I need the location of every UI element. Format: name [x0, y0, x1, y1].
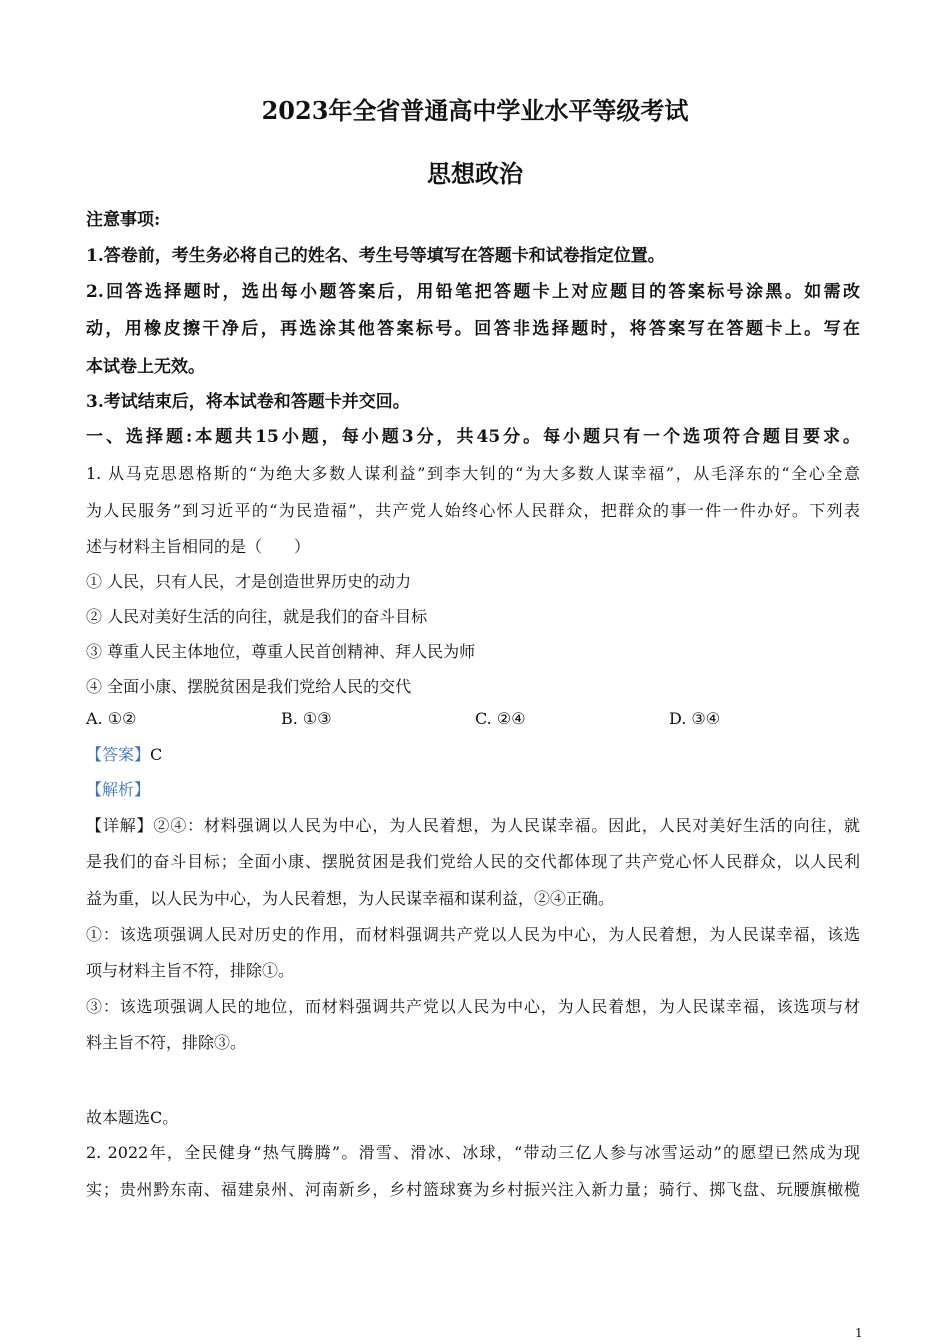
analysis-label: 【解析】	[86, 780, 151, 799]
q1-option-a: A. ①②	[86, 709, 137, 728]
detail-line: 益为重，以人民为中心，为人民着想，为人民谋幸福和谋利益，②④正确。	[86, 889, 615, 908]
detail-line: ①：该选项强调人民对历史的作用，而材料强调共产党以人民为中心，为人民着想，为人民谋幸福，该选	[86, 925, 860, 944]
detail-line: 【详解】②④：材料强调以人民为中心，为人民着想，为人民谋幸福。因此，人民对美好生活的向往，就	[86, 816, 860, 835]
q1-item: ④ 全面小康、摆脱贫困是我们党给人民的交代	[86, 677, 412, 696]
q1-option-c: C. ②④	[475, 709, 526, 728]
detail-line: 项与材料主旨不符，排除①。	[86, 961, 295, 980]
q1-item: ③ 尊重人民主体地位，尊重人民首创精神、拜人民为师	[86, 642, 476, 661]
q1-answer	[86, 744, 860, 766]
notice-heading: 注意事项:	[86, 210, 161, 230]
conclusion: 故本题选C。	[86, 1108, 179, 1127]
detail-line: 是我们的奋斗目标；全面小康、摆脱贫困是我们党给人民的交代都体现了共产党心怀人民群众，以人民利	[86, 852, 860, 871]
q1-item: ② 人民对美好生活的向往，就是我们的奋斗目标	[86, 607, 428, 626]
q1-item: ① 人民，只有人民，才是创造世界历史的动力	[86, 572, 412, 591]
notice-line: 本试卷上无效。	[86, 357, 205, 377]
q1-option-b: B. ①③	[281, 709, 332, 728]
notice-line: 1.答卷前，考生务必将自己的姓名、考生号等填写在答题卡和试卷指定位置。	[86, 246, 665, 266]
detail-line: ③：该选项强调人民的地位，而材料强调共产党以人民为中心，为人民着想，为人民谋幸福，该选项与材	[86, 997, 860, 1016]
section-heading: 一、选择题:本题共15小题，每小题3分，共45分。每小题只有一个选项符合题目要求。	[86, 427, 860, 447]
q1-stem: 1. 从马克思恩格斯的“为绝大多数人谋利益”到李大钊的“为大多数人谋幸福”，从毛泽东的“全心全意	[86, 464, 860, 483]
q1-stem: 述与材料主旨相同的是（ ）	[86, 537, 311, 556]
subject-title: 思想政治	[427, 159, 523, 188]
notice-line: 2.回答选择题时，选出每小题答案后，用铅笔把答题卡上对应题目的答案标号涂黑。如需改	[86, 282, 860, 302]
q2-stem: 实；贵州黔东南、福建泉州、河南新乡，乡村篮球赛为乡村振兴注入新力量；骑行、掷飞盘、玩腰旗橄榄	[86, 1180, 860, 1199]
answer-label: 【答案】	[86, 745, 151, 764]
answer-value: C	[150, 745, 163, 764]
q1-stem: 为人民服务”到习近平的“为民造福”，共产党人始终心怀人民群众，把群众的事一件一件办好。下列表	[86, 501, 860, 520]
detail-line: 料主旨不符，排除③。	[86, 1033, 247, 1052]
notice-line: 3.考试结束后，将本试卷和答题卡并交回。	[86, 392, 410, 412]
q2-stem: 2. 2022年，全民健身“热气腾腾”。滑雪、滑冰、冰球，“带动三亿人参与冰雪运动”的愿望已然成为现	[86, 1143, 860, 1162]
q1-option-d: D. ③④	[669, 709, 721, 728]
notice-line: 动，用橡皮擦干净后，再选涂其他答案标号。回答非选择题时，将答案写在答题卡上。写在	[86, 319, 860, 339]
page-number: 1	[855, 1326, 863, 1340]
exam-title: 2023年全省普通高中学业水平等级考试	[261, 96, 689, 125]
